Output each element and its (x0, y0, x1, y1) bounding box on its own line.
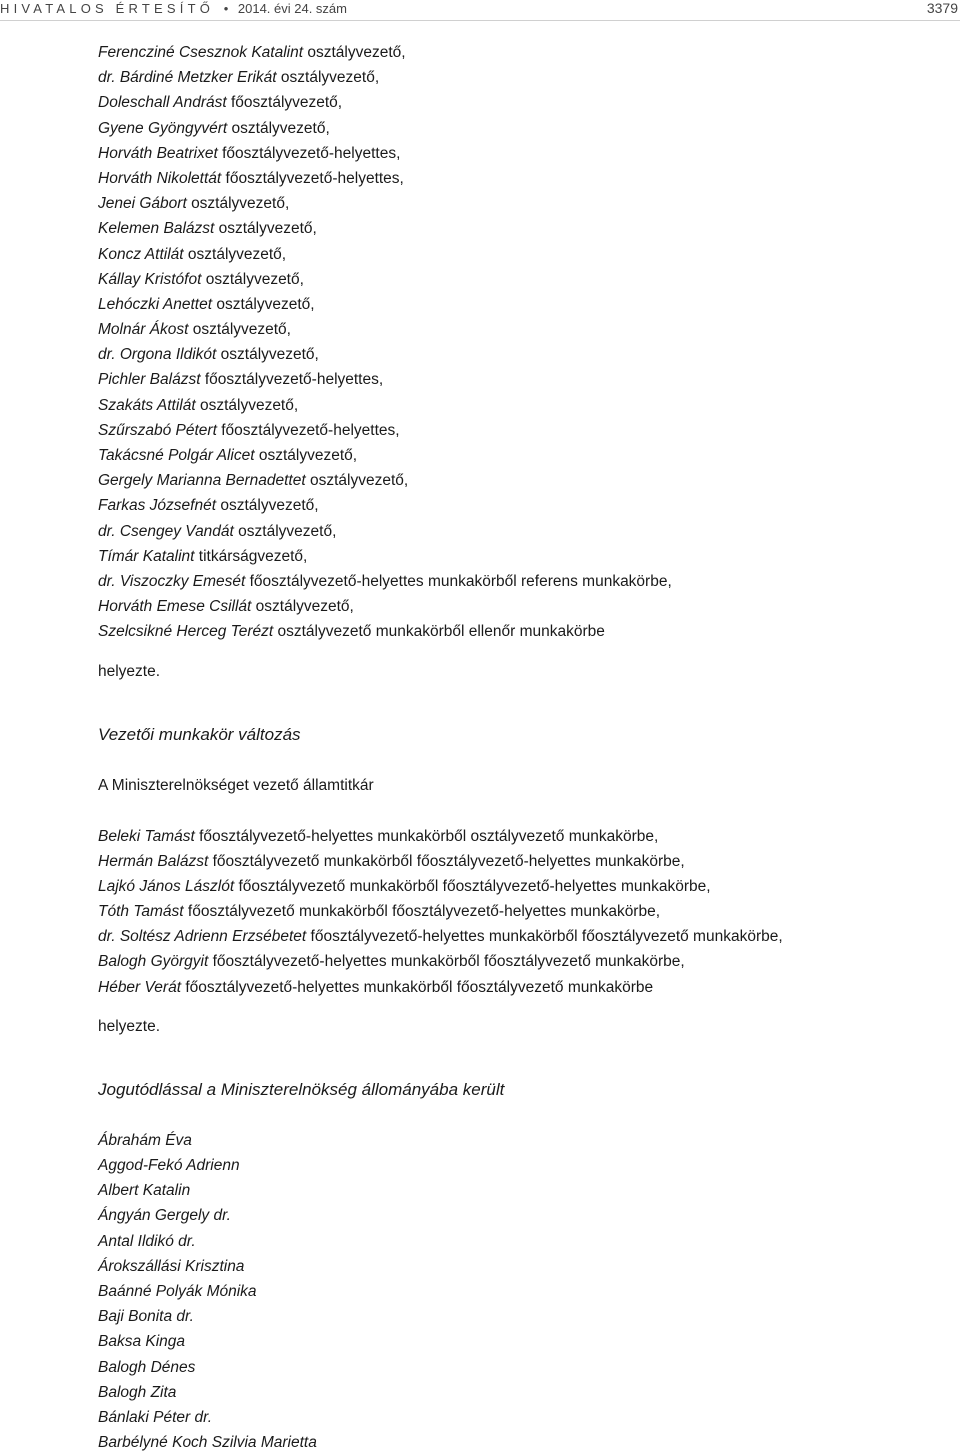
list-item (98, 468, 948, 493)
position-text: osztályvezető, (238, 522, 337, 540)
list-item (98, 849, 948, 874)
header-left (0, 1, 347, 16)
list-item: Ábrahám Éva (98, 1131, 192, 1149)
person-name: Farkas Józsefnét (98, 497, 217, 515)
page-header (0, 0, 960, 22)
position-text: főosztályvezető munkakörből főosztályvezető-helyettes munkakörbe, (238, 877, 711, 895)
list-item (98, 824, 948, 849)
position-text: osztályvezető, (218, 220, 317, 238)
position-text: osztályvezető, (191, 195, 290, 213)
person-name: dr. Soltész Adrienn Erzsébetet (98, 928, 307, 946)
spacer (98, 645, 948, 659)
position-text: osztályvezető, (216, 295, 315, 313)
position-text: főosztályvezető-helyettes, (204, 371, 384, 389)
list-item: Aggod-Fekó Adrienn (98, 1157, 240, 1174)
section2-heading: Vezetői munkakör változás (98, 724, 301, 744)
list-item (98, 317, 948, 342)
person-name: Doleschall Andrást (98, 94, 227, 112)
person-name: Gyene Gyöngyvért (98, 119, 228, 137)
position-text: főosztályvezető munkakörből főosztályvezető-helyettes munkakörbe, (187, 903, 661, 921)
list-item (98, 594, 948, 619)
section2-closing: helyezte. (98, 1017, 161, 1035)
page-number: 3379 (926, 0, 958, 16)
person-name: Beleki Tamást (98, 827, 195, 845)
person-name: Tóth Tamást (98, 903, 184, 921)
position-text: főosztályvezető-helyettes, (225, 169, 404, 187)
person-name: Molnár Ákost (98, 321, 189, 339)
list-item (98, 116, 948, 141)
person-name: dr. Csengey Vandát (98, 522, 234, 540)
list-item (98, 166, 948, 191)
position-text: osztályvezető, (309, 472, 409, 490)
person-name: Horváth Nikolettát (98, 169, 222, 187)
position-text: osztályvezető, (307, 44, 406, 61)
person-name: Szakáts Attilát (98, 396, 196, 414)
list-item (98, 342, 948, 367)
person-name: Kállay Kristófot (98, 270, 202, 288)
spacer (98, 748, 948, 773)
list-item (98, 242, 948, 267)
list-item (98, 65, 948, 90)
position-text: főosztályvezető munkakörből főosztályvezető-helyettes munkakörbe, (212, 852, 685, 870)
list-item (98, 619, 948, 644)
list-item (98, 975, 948, 1000)
transferred-staff-list (98, 1128, 948, 1455)
position-text: osztályvezető, (280, 69, 380, 87)
list-item (98, 40, 948, 65)
position-text: osztályvezető, (220, 346, 319, 364)
list-item (98, 899, 948, 924)
list-item (98, 569, 948, 594)
list-item (98, 292, 948, 317)
list-item (98, 141, 948, 166)
appointment-list (98, 40, 948, 645)
list-item: Ángyán Gergely dr. (98, 1207, 231, 1225)
list-item: Bánlaki Péter dr. (98, 1408, 213, 1426)
position-text: főosztályvezető-helyettes munkakörből főosztályvezető munkakörbe, (310, 928, 783, 946)
person-name: Pichler Balázst (98, 371, 201, 389)
section3-heading: Jogutódlással a Miniszterelnökség állományába került (98, 1079, 505, 1099)
position-text: osztályvezető, (231, 119, 330, 137)
person-name: dr. Viszoczky Emesét (98, 572, 246, 590)
position-text: főosztályvezető-helyettes, (221, 421, 400, 439)
position-text: osztályvezető, (187, 245, 287, 263)
person-name: Hermán Balázst (98, 852, 209, 870)
person-name: Balogh Györgyit (98, 953, 209, 971)
position-text: főosztályvezető-helyettes munkakörből főosztályvezető munkakörbe, (212, 953, 685, 971)
person-name: Jenei Gábort (98, 195, 187, 213)
person-name: Koncz Attilát (98, 245, 184, 263)
list-item (98, 418, 948, 443)
position-text: főosztályvezető, (230, 94, 343, 112)
list-item (98, 443, 948, 468)
position-text: főosztályvezető-helyettes munkakörből referens munkakörbe, (249, 572, 672, 590)
position-text: osztályvezető, (220, 497, 319, 515)
person-name: dr. Bárdiné Metzker Erikát (98, 69, 277, 87)
list-item: Albert Katalin (98, 1182, 191, 1200)
spacer (98, 1039, 948, 1077)
list-item: Antal Ildikó dr. (98, 1232, 196, 1250)
header-rule (0, 20, 960, 21)
list-item (98, 216, 948, 241)
list-item: Balogh Dénes (98, 1358, 196, 1376)
list-item (98, 544, 948, 569)
person-name: Szűrszabó Pétert (98, 421, 217, 439)
spacer (98, 799, 948, 824)
position-text: osztályvezető, (258, 447, 358, 464)
list-item: Baánné Polyák Mónika (98, 1282, 257, 1300)
list-item (98, 367, 948, 392)
list-item (98, 191, 948, 216)
person-name: Takácsné Polgár Alicet (98, 447, 255, 464)
person-name: Tímár Katalint (98, 547, 195, 565)
list-item (98, 90, 948, 115)
position-text: főosztályvezető-helyettes munkakörből főosztályvezető munkakörbe (185, 978, 654, 996)
person-name: dr. Orgona Ildikót (98, 346, 217, 364)
person-name: Héber Verát (98, 978, 181, 996)
section1-closing: helyezte. (98, 662, 161, 680)
issue-number: 2014. évi 24. szám (237, 1, 347, 16)
spacer (98, 1000, 948, 1014)
position-text: osztályvezető, (255, 598, 354, 616)
person-name: Szelcsikné Herceg Terézt (98, 623, 274, 641)
position-text: osztályvezető, (205, 270, 304, 288)
list-item: Balogh Zita (98, 1383, 177, 1401)
list-item (98, 519, 948, 544)
person-name: Horváth Beatrixet (98, 144, 218, 162)
list-item: Árokszállási Krisztina (98, 1257, 245, 1275)
position-text: főosztályvezető-helyettes, (222, 144, 401, 162)
list-item (98, 393, 948, 418)
publication-title: HIVATALOS ÉRTESÍTŐ (0, 1, 215, 16)
header-bullet: • (223, 1, 229, 16)
position-text: titkárságvezető, (198, 547, 308, 565)
person-name: Lajkó János Lászlót (98, 877, 235, 895)
position-change-list (98, 824, 948, 1000)
position-text: osztályvezető, (199, 396, 299, 414)
position-text: osztályvezető munkakörből ellenőr munkakörbe (277, 623, 605, 641)
list-item (98, 949, 948, 974)
position-text: osztályvezető, (192, 321, 291, 339)
list-item (98, 924, 948, 949)
list-item (98, 267, 948, 292)
person-name: Lehóczki Anettet (98, 295, 213, 313)
person-name: Horváth Emese Csillát (98, 598, 252, 616)
person-name: Gergely Marianna Bernadettet (98, 472, 306, 490)
list-item: Baji Bonita dr. (98, 1308, 194, 1326)
list-item: Barbélyné Koch Szilvia Marietta (98, 1434, 317, 1452)
spacer (98, 684, 948, 722)
person-name: Ferencziné Csesznok Katalint (98, 44, 304, 61)
list-item: Baksa Kinga (98, 1333, 186, 1351)
list-item (98, 874, 948, 899)
spacer (98, 1103, 948, 1128)
person-name: Kelemen Balázst (98, 220, 215, 238)
section2-intro: A Miniszterelnökséget vezető államtitkár (98, 776, 374, 794)
document-body (98, 40, 948, 1455)
list-item (98, 493, 948, 518)
position-text: főosztályvezető-helyettes munkakörből osztályvezető munkakörbe, (199, 827, 659, 845)
